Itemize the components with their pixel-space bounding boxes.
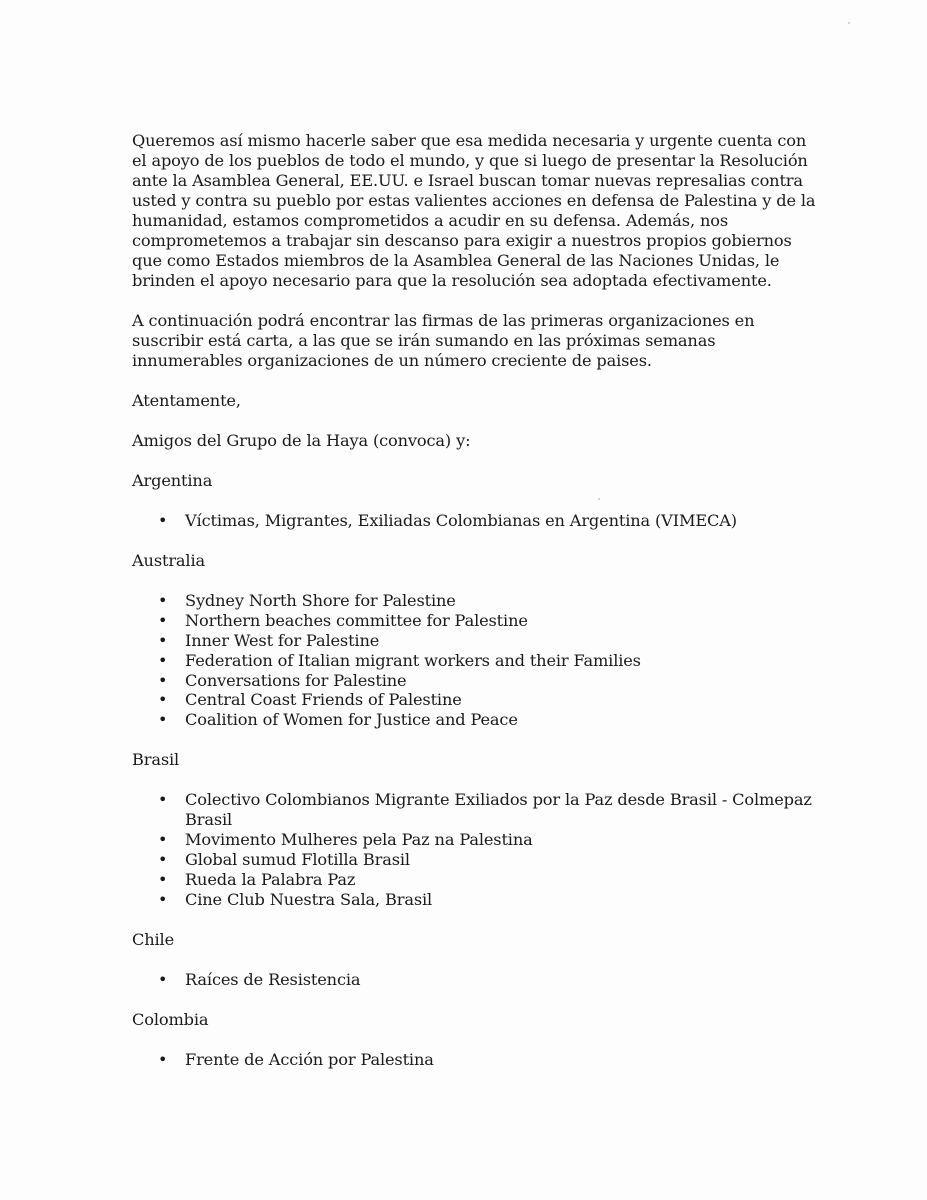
- country-heading: Colombia: [132, 1009, 209, 1029]
- org-name: Global sumud Flotilla Brasil: [185, 849, 410, 869]
- org-name: Colectivo Colombianos Migrante Exiliados por la Paz desde Brasil - Colmepaz Brasil: [185, 790, 812, 830]
- bullet-icon: •: [158, 849, 168, 869]
- org-name: Northern beaches committee for Palestine: [185, 610, 528, 630]
- paragraph-signatures: A continuación podrá encontrar las firmas de las primeras organizaciones en suscribir está carta, a las que se irán sumando en las próximas semanas innumerables organizaciones de un número creciente de paises.: [132, 311, 755, 370]
- org-name: Cine Club Nuestra Sala, Brasil: [185, 889, 433, 909]
- list-item: [132, 511, 822, 531]
- bullet-icon: •: [158, 610, 168, 630]
- org-name: Inner West for Palestine: [185, 630, 380, 650]
- bullet-icon: •: [158, 650, 168, 670]
- country-section-chile: [132, 930, 822, 990]
- org-list: [132, 1050, 822, 1070]
- country-heading: Brasil: [132, 750, 180, 770]
- org-name: Frente de Acción por Palestina: [185, 1049, 434, 1069]
- bullet-icon: •: [158, 511, 168, 530]
- bullet-icon: •: [158, 710, 168, 730]
- org-list: [132, 790, 822, 909]
- org-name: Movimento Mulheres pela Paz na Palestina: [185, 830, 533, 850]
- list-item: [132, 870, 822, 890]
- letter-body: [132, 131, 822, 1090]
- bullet-icon: •: [158, 670, 168, 690]
- bullet-icon: •: [158, 969, 168, 989]
- paragraph-support: Queremos así mismo hacerle saber que esa medida necesaria y urgente cuenta con el apoyo de los pueblos de todo el mundo, y que si luego de presentar la Resolución ante la Asamblea General, EE.UU. e Israel buscan tomar nuevas represalias contra usted y contra su pueblo por estas valientes acciones en defensa de Palestina y de la humanidad, estamos comprometidos a acudir en su defensa. Además, nos comprometemos a trabajar sin descanso para exigir a nuestros propios gobiernos que como Estados miembros de la Asamblea General de las Naciones Unidas, le brinden el apoyo necesario para que la resolución sea adoptada efectivamente.: [132, 131, 816, 290]
- list-item: [132, 690, 822, 710]
- list-item: [132, 671, 822, 691]
- org-list: [132, 511, 822, 531]
- bullet-icon: •: [158, 889, 168, 909]
- org-name: Coalition of Women for Justice and Peace: [185, 710, 518, 730]
- bullet-icon: •: [158, 1049, 168, 1069]
- list-item: [132, 710, 822, 730]
- org-list: [132, 591, 822, 730]
- list-item: [132, 830, 822, 850]
- org-list: [132, 970, 822, 990]
- org-name: Sydney North Shore for Palestine: [185, 590, 456, 610]
- country-section-colombia: [132, 1010, 822, 1070]
- list-item: [132, 850, 822, 870]
- list-item: [132, 890, 822, 910]
- country-section-argentina: [132, 471, 822, 531]
- org-name: Federation of Italian migrant workers and their Families: [185, 650, 641, 670]
- list-item: [132, 651, 822, 671]
- country-heading: Australia: [132, 550, 205, 570]
- country-heading: Chile: [132, 929, 174, 949]
- bullet-icon: •: [158, 630, 168, 650]
- org-name: Rueda la Palabra Paz: [185, 869, 356, 889]
- list-item: [132, 1050, 822, 1070]
- list-item: [132, 790, 822, 830]
- org-name: Conversations for Palestine: [185, 670, 407, 690]
- bullet-icon: •: [158, 590, 168, 610]
- list-item: [132, 970, 822, 990]
- org-name: Central Coast Friends of Palestine: [185, 690, 462, 710]
- bullet-icon: •: [158, 869, 168, 889]
- list-item: [132, 591, 822, 611]
- list-item: [132, 611, 822, 631]
- scan-speck: [848, 22, 850, 24]
- bullet-icon: •: [158, 830, 168, 850]
- country-section-brasil: [132, 750, 822, 909]
- signatory-intro: Amigos del Grupo de la Haya (convoca) y:: [132, 431, 471, 450]
- country-section-australia: [132, 551, 822, 730]
- list-item: [132, 631, 822, 651]
- closing: Atentamente,: [132, 391, 241, 410]
- bullet-icon: •: [158, 790, 168, 810]
- org-name: Raíces de Resistencia: [185, 969, 361, 989]
- bullet-icon: •: [158, 690, 168, 710]
- org-name: Víctimas, Migrantes, Exiliadas Colombianas en Argentina (VIMECA): [185, 511, 737, 530]
- country-heading: Argentina: [132, 471, 213, 490]
